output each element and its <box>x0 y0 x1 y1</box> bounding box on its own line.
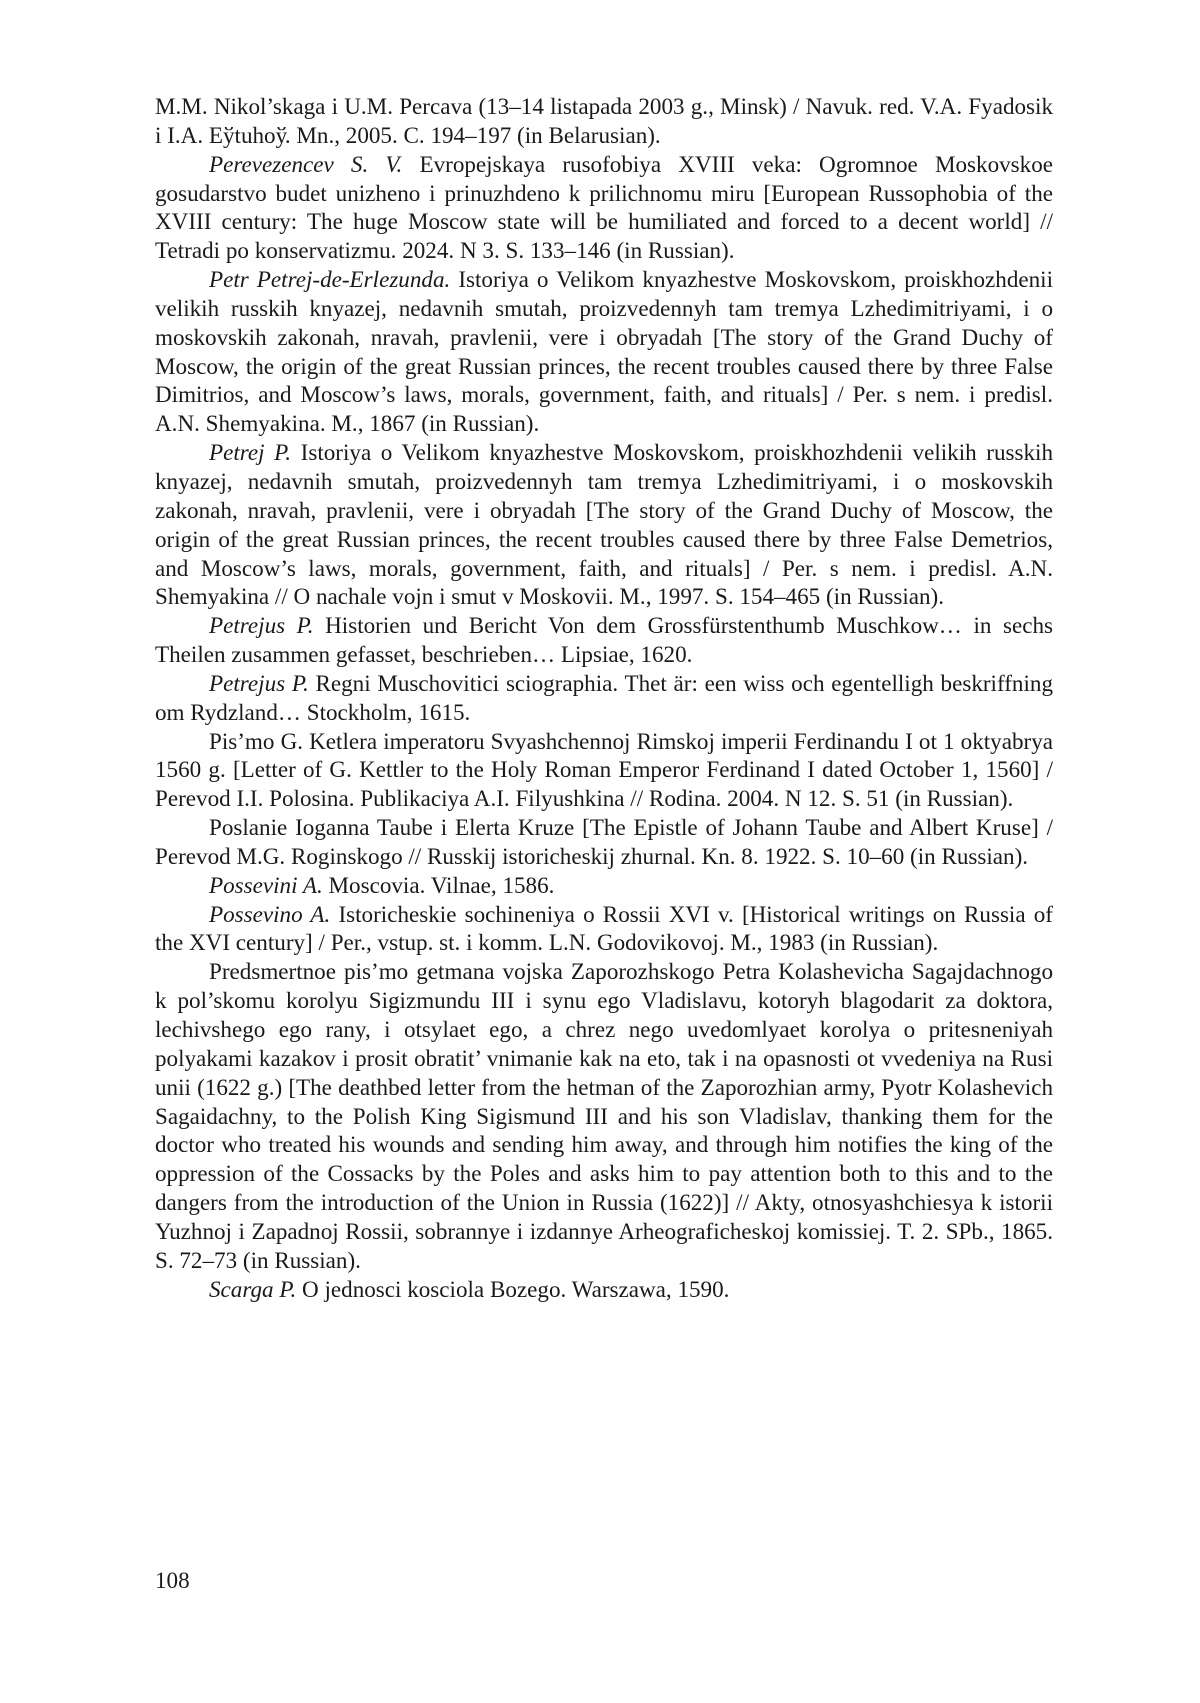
reference-text: O jednosci kosciola Bozego. Warszawa, 1590. <box>296 1275 730 1302</box>
reference-author: Petrejus P. <box>209 612 314 639</box>
reference-entry <box>155 727 1053 814</box>
reference-text: Istoriya o Velikom knyazhestve Moskovskom, proiskhozhdenii velikih russkih knyazej, nedavnih smutah, proizvedennyh tam tremya Lzhedimitriyami, i o moskovskih zakonah, nravah, pravlenii, vere i obryadah [The story of the Grand Duchy of Moscow, the origin of the great Russian princes, the recent troubles caused there by three False Demetrios, and Moscow’s laws, morals, government, faith, and rituals] / Per. s nem. i predisl. A.N. Shemyakina // O nachale vojn i smut v Moskovii. M., 1997. S. 154–465 (in Russian). <box>155 439 1053 610</box>
reference-entry <box>155 957 1053 1274</box>
reference-list <box>155 92 1053 1303</box>
reference-author: Petrej P. <box>209 439 292 466</box>
reference-author: Petr Petrej-de-Erlezunda. <box>209 266 451 293</box>
reference-text: Historien und Bericht Von dem Grossfürstenthumb Muschkow… in sechs Theilen zusammen gefasset, beschrieben… Lipsiae, 1620. <box>155 612 1053 668</box>
reference-entry <box>155 611 1053 669</box>
reference-entry <box>155 92 1053 150</box>
reference-author: Perevezencev S. V. <box>209 150 403 177</box>
reference-text: Istoricheskie sochineniya o Rossii XVI v. [Historical writings on Russia of the XVI century] / Per., vstup. st. i komm. L.N. Godovikovoj. M., 1983 (in Russian). <box>155 900 1054 956</box>
reference-author: Petrejus P. <box>209 669 309 696</box>
reference-entry <box>155 871 1053 900</box>
reference-text: Evropejskaya rusofobiya XVIII veka: Ogromnoe Moskovskoe gosudarstvo budet unizheno i prinuzhdeno k prilichnomu miru [European Russophobia of the XVIII century: The huge Moscow state will be humiliated and forced to a decent world] // Tetradi po konservatizmu. 2024. N 3. S. 133–146 (in Russian). <box>155 150 1053 264</box>
reference-author: Possevino A. <box>209 900 331 927</box>
reference-entry <box>155 669 1053 727</box>
reference-text: Predsmertnoe pis’mo getmana vojska Zaporozhskogo Petra Kolashevicha Sagajdachnogo k pol’skomu korolyu Sigizmundu III i synu ego Vladislavu, kotoryh blagodarit za doktora, lechivshego ego rany, i otsylaet ego, a chrez nego uvedomlyaet korolya o pritesneniyah polyakami kazakov i prosit obratit’ vnimanie kak na eto, tak i na opasnosti ot vvedeniya na Rusi unii (1622 g.) [The deathbed letter from the hetman of the Zaporozhian army, Pyotr Kolashevich Sagaidachny, to the Polish King Sigismund III and his son Vladislav, thanking them for the doctor who treated his wounds and sending him away, and through him notifies the king of the oppression of the Cossacks by the Poles and asks him to pay attention both to this and to the dangers from the introduction of the Union in Russia (1622)] // Akty, otnosyashchiesya k istorii Yuzhnoj i Zapadnoj Rossii, sobrannye i izdannye Arheograficheskoj komissiej. T. 2. SPb., 1865. S. 72–73 (in Russian). <box>155 958 1053 1273</box>
reference-author: Possevini A. <box>209 871 323 898</box>
reference-entry <box>155 813 1053 871</box>
reference-author: Scarga P. <box>209 1275 297 1302</box>
reference-entry <box>155 150 1053 265</box>
reference-text: Pis’mo G. Ketlera imperatoru Svyashchennoj Rimskoj imperii Ferdinandu I ot 1 oktyabrya 1560 g. [Letter of G. Kettler to the Holy Roman Emperor Ferdinand I dated October 1, 1560] / Perevod I.I. Polosina. Publikaciya A.I. Filyushkina // Rodina. 2004. N 12. S. 51 (in Russian). <box>155 727 1053 812</box>
page-number: 108 <box>155 1567 190 1593</box>
reference-entry <box>155 265 1053 438</box>
reference-entry <box>155 900 1053 958</box>
reference-text: Moscovia. Vilnae, 1586. <box>322 871 555 898</box>
reference-text: Poslanie Ioganna Taube i Elerta Kruze [The Epistle of Johann Taube and Albert Kruse] / Perevod M.G. Roginskogo // Russkij istoricheskij zhurnal. Kn. 8. 1922. S. 10–60 (in Russian). <box>155 814 1053 869</box>
reference-entry <box>155 438 1053 611</box>
reference-text: M.M. Nikol’skaga i U.M. Percava (13–14 listapada 2003 g., Minsk) / Navuk. red. V.A. Fyadosik i I.A. Eўtuhoў. Mn., 2005. C. 194–197 (in Belarusian). <box>155 93 1053 148</box>
reference-text: Regni Muschovitici sciographia. Thet är: een wiss och egentelligh beskriffning om Rydzland… Stockholm, 1615. <box>155 669 1053 725</box>
reference-text: Istoriya o Velikom knyazhestve Moskovskom, proiskhozhdenii velikih russkih knyazej, nedavnih smutah, proizvedennyh tam tremya Lzhedimitriyami, i o moskovskih zakonah, nravah, pravlenii, vere i obryadah [The story of the Grand Duchy of Moscow, the origin of the great Russian princes, the recent troubles caused there by three False Dimitrios, and Moscow’s laws, morals, government, faith, and rituals] / Per. s nem. i predisl. A.N. Shemyakina. M., 1867 (in Russian). <box>155 266 1053 437</box>
reference-entry <box>155 1275 1053 1304</box>
